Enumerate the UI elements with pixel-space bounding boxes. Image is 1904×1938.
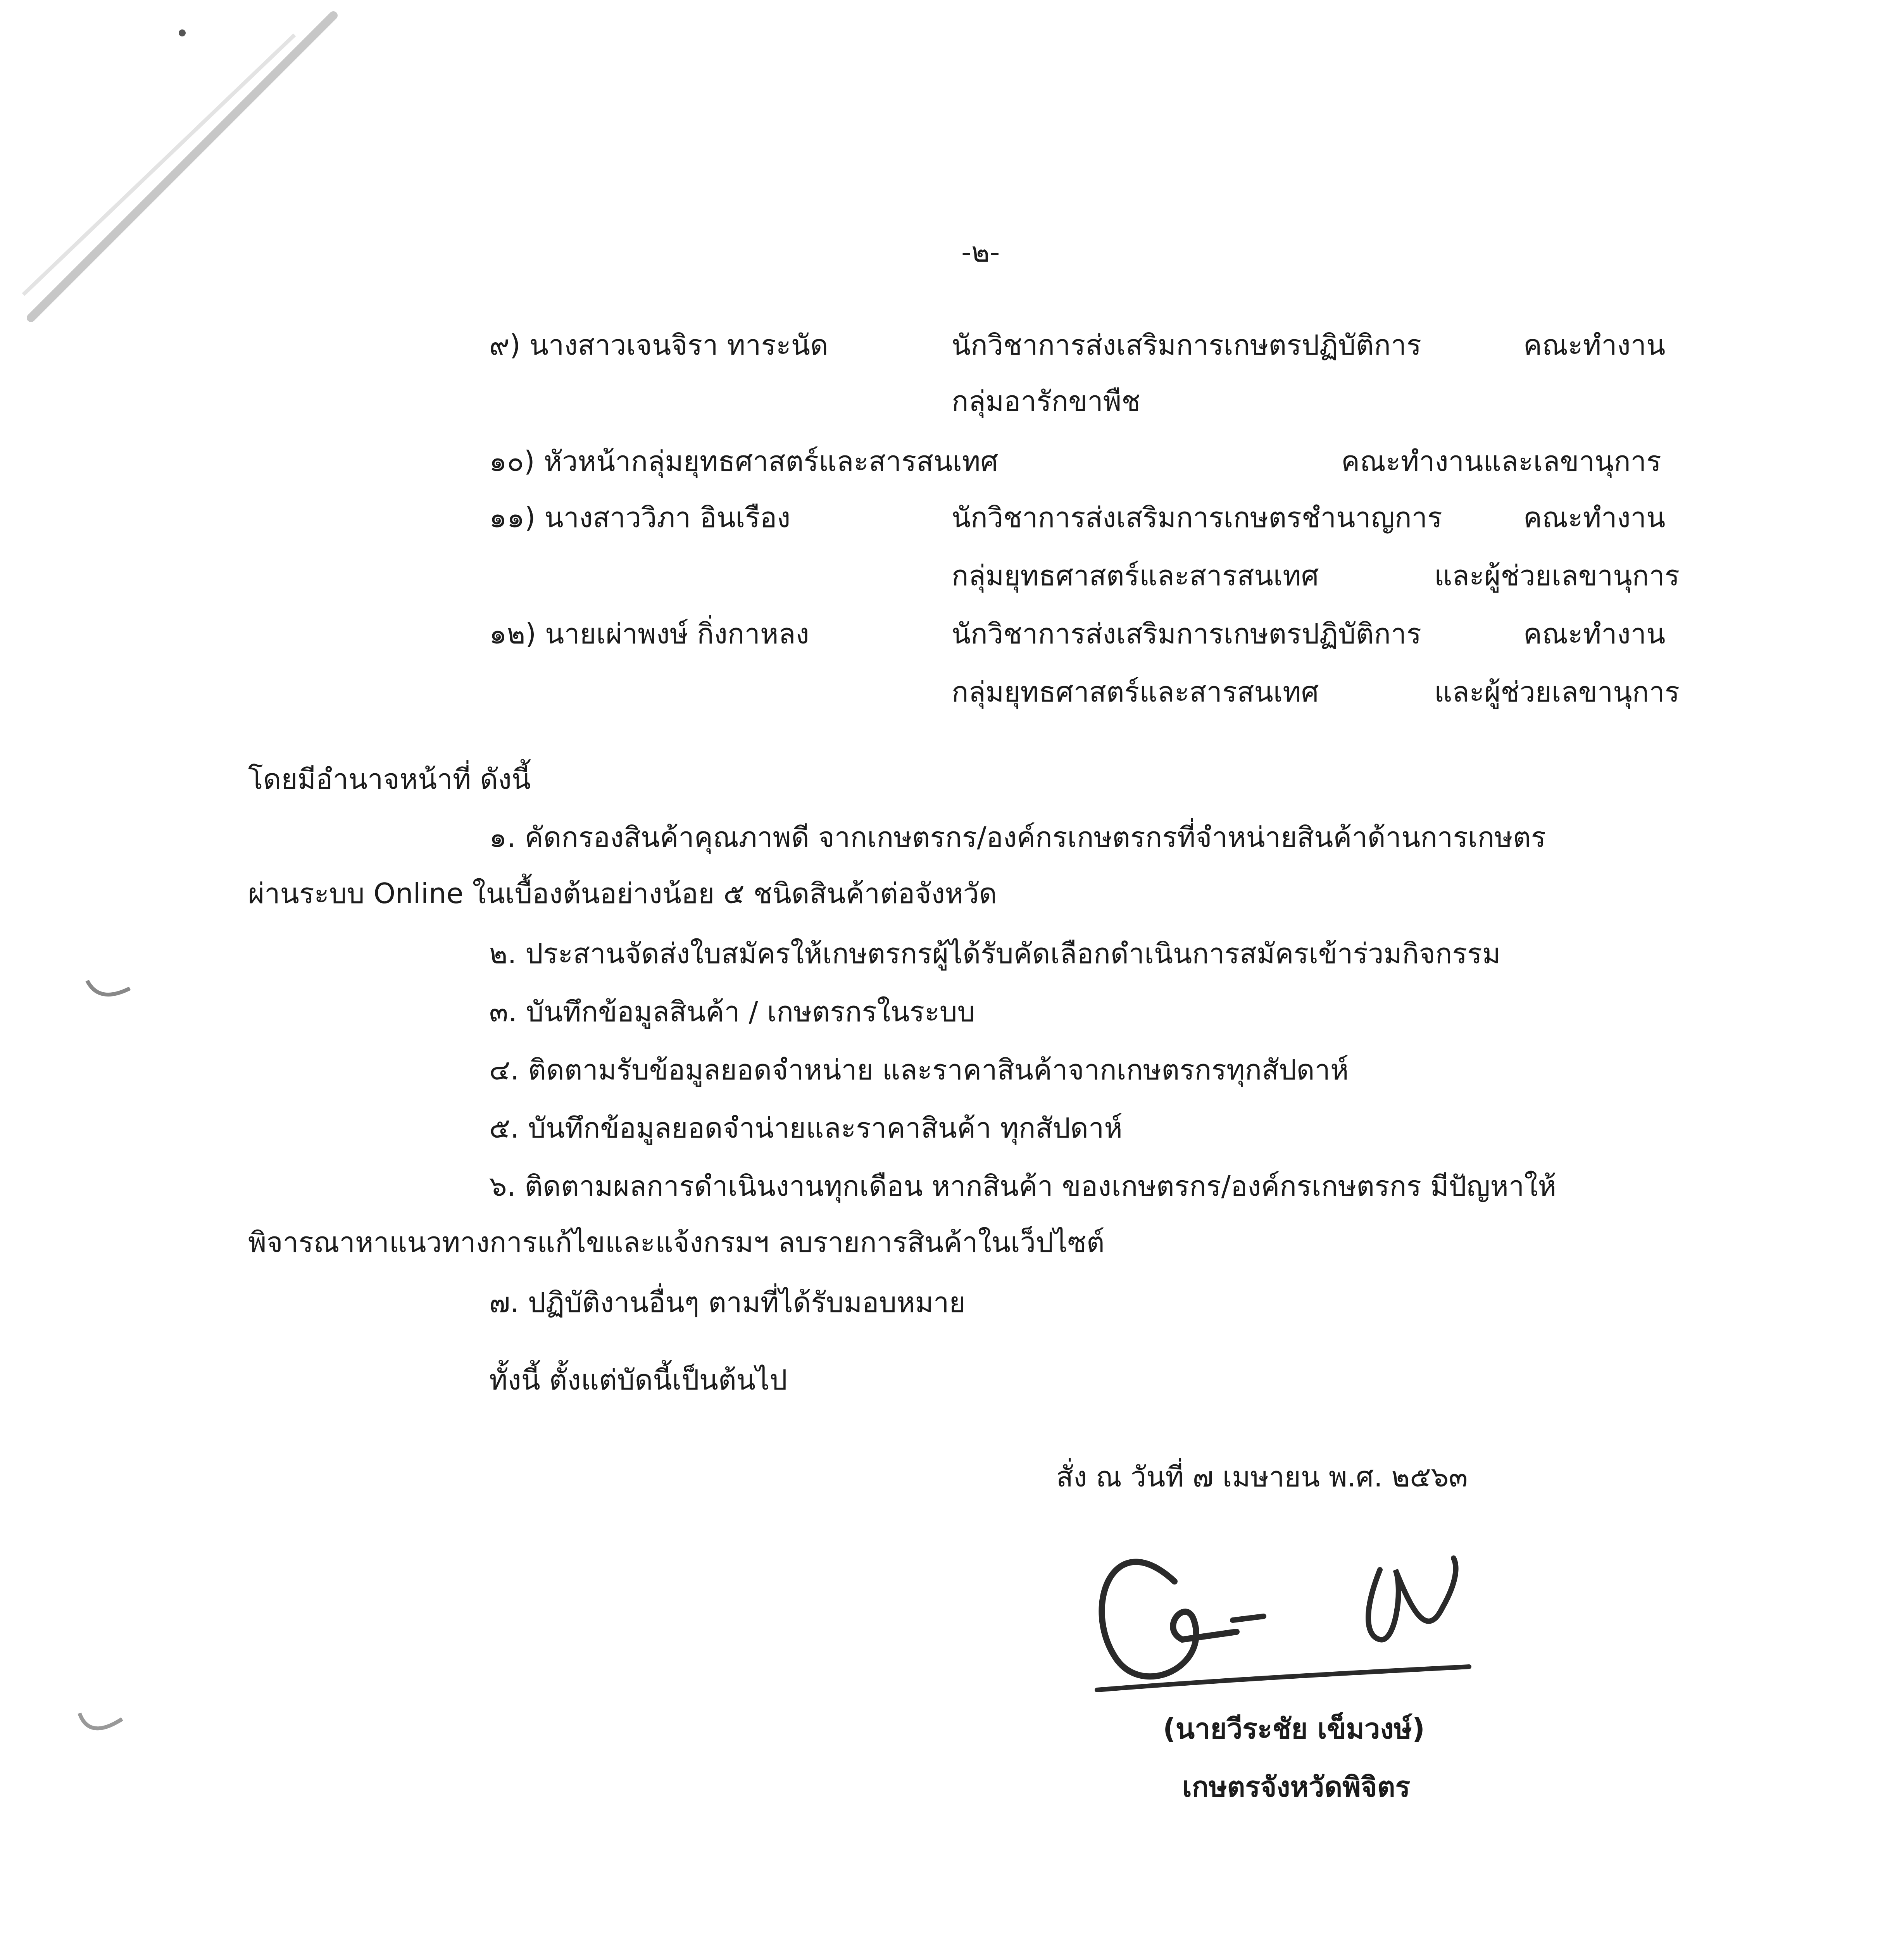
member-11-role-assistant: และผู้ช่วยเลขานุการ <box>1434 559 1680 592</box>
member-12-position: นักวิชาการส่งเสริมการเกษตรปฏิบัติการ <box>952 617 1422 650</box>
page-number: -๒- <box>961 236 1000 268</box>
member-9-role: คณะทำงาน <box>1523 329 1666 361</box>
member-11-name: ๑๑) นางสาววิภา อินเรือง <box>489 501 791 534</box>
duty-4: ๔. ติดตามรับข้อมูลยอดจำหน่าย และราคาสินค้าจากเกษตรกรทุกสัปดาห์ <box>489 1053 1349 1086</box>
member-11-role: คณะทำงาน <box>1523 501 1666 534</box>
signature-stroke-1 <box>1102 1562 1237 1677</box>
member-11-position: นักวิชาการส่งเสริมการเกษตรชำนาญการ <box>952 501 1442 534</box>
duty-6-continuation: พิจารณาหาแนวทางการแก้ไขและแจ้งกรมฯ ลบรายการสินค้าในเว็ปไซต์ <box>248 1226 1105 1259</box>
member-12-role-assistant: และผู้ช่วยเลขานุการ <box>1434 676 1680 708</box>
member-12-name: ๑๒) นายเผ่าพงษ์ กิ่งกาหลง <box>489 617 809 650</box>
duty-7: ๗. ปฏิบัติงานอื่นๆ ตามที่ได้รับมอบหมาย <box>489 1286 966 1319</box>
signature-stroke-3 <box>1368 1558 1456 1640</box>
member-9-group: กลุ่มอารักขาพืช <box>952 385 1141 417</box>
member-9-position: นักวิชาการส่งเสริมการเกษตรปฏิบัติการ <box>952 329 1422 361</box>
duty-1: ๑. คัดกรองสินค้าคุณภาพดี จากเกษตรกร/องค์กรเกษตรกรที่จำหน่ายสินค้าด้านการเกษตร <box>489 821 1546 853</box>
duty-6: ๖. ติดตามผลการดำเนินงานทุกเดือน หากสินค้า ของเกษตรกร/องค์กรเกษตรกร มีปัญหาให้ <box>489 1170 1556 1202</box>
member-11-group: กลุ่มยุทธศาสตร์และสารสนเทศ <box>952 559 1319 592</box>
member-10-role: คณะทำงานและเลขานุการ <box>1341 445 1661 478</box>
duty-1-continuation: ผ่านระบบ Online ในเบื้องต้นอย่างน้อย ๕ ชนิดสินค้าต่อจังหวัด <box>248 877 997 910</box>
signer-name: (นายวีระชัย เข็มวงษ์) <box>1163 1712 1425 1745</box>
order-date: สั่ง ณ วันที่ ๗ เมษายน พ.ศ. ๒๕๖๓ <box>1056 1460 1468 1493</box>
duties-intro: โดยมีอำนาจหน้าที่ ดังนี้ <box>248 763 531 795</box>
duty-5: ๕. บันทึกข้อมูลยอดจำน่ายและราคาสินค้า ทุกสัปดาห์ <box>489 1112 1123 1144</box>
effective-statement: ทั้งนี้ ตั้งแต่บัดนี้เป็นต้นไป <box>489 1364 787 1396</box>
duty-2: ๒. ประสานจัดส่งใบสมัครให้เกษตรกรผู้ได้รับคัดเลือกดำเนินการสมัครเข้าร่วมกิจกรรม <box>489 937 1501 970</box>
signer-title: เกษตรจังหวัดพิจิตร <box>1182 1771 1411 1803</box>
signature-stroke-2 <box>1233 1616 1264 1620</box>
member-9-name: ๙) นางสาวเจนจิรา ทาระนัด <box>489 329 828 361</box>
duty-3: ๓. บันทึกข้อมูลสินค้า / เกษตรกรในระบบ <box>489 995 975 1028</box>
member-12-role: คณะทำงาน <box>1523 617 1666 650</box>
member-10-name: ๑๐) หัวหน้ากลุ่มยุทธศาสตร์และสารสนเทศ <box>489 445 999 478</box>
member-12-group: กลุ่มยุทธศาสตร์และสารสนเทศ <box>952 676 1319 708</box>
